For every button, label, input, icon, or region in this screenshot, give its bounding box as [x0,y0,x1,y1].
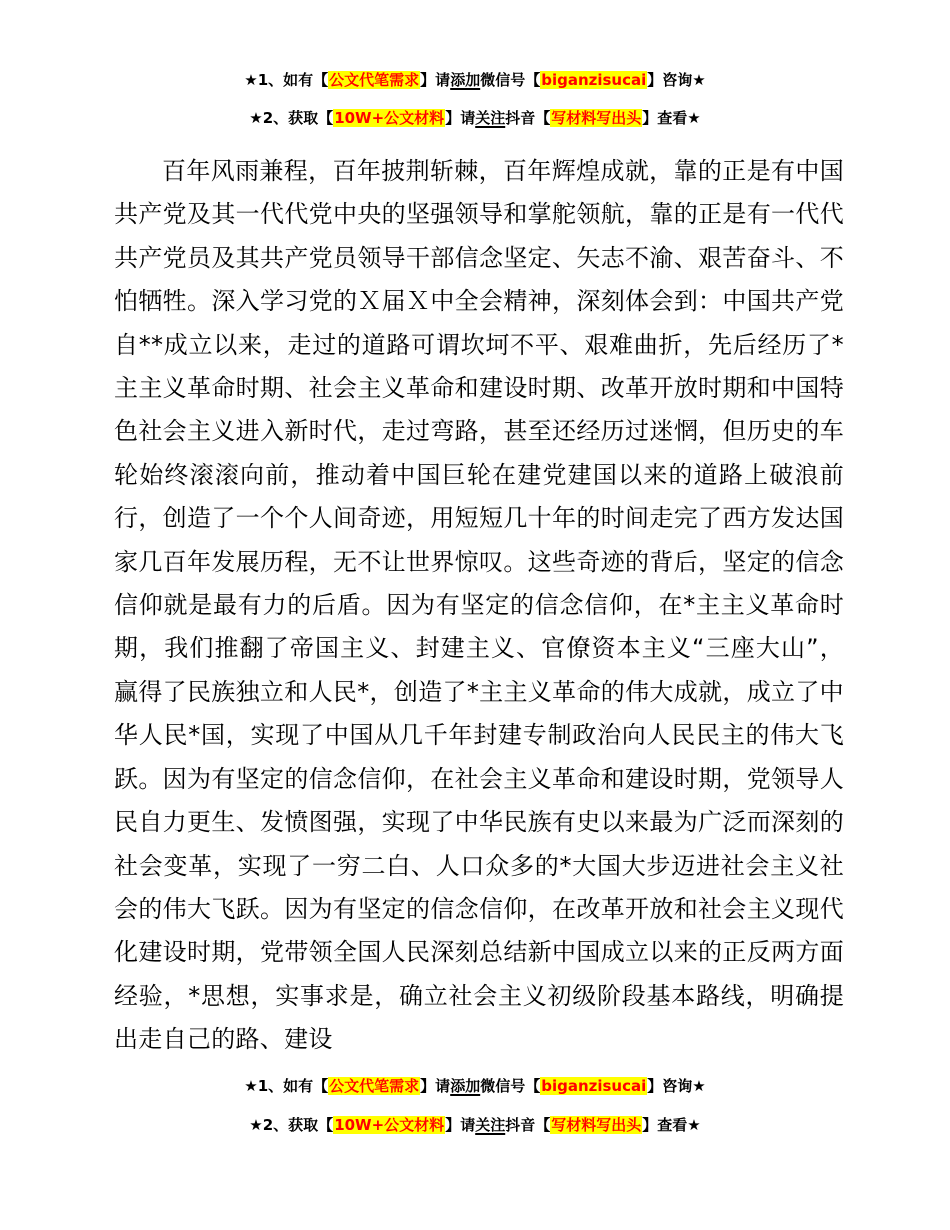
header-line1-mid2: 微信号【 [480,71,541,89]
footer-line1-prefix: ★1、如有【 [244,1077,329,1095]
header-line2-mid1: 】请 [445,109,476,127]
header-line1-highlight-service: 公文代笔需求 [329,71,420,89]
footer-line2-underlined: 关注 [475,1116,506,1134]
header-line1-mid1: 】请 [420,71,451,89]
footer-line2-prefix: ★2、获取【 [249,1116,334,1134]
header-line1-underlined: 添加 [450,71,481,89]
footer-line1-underlined: 添加 [450,1077,481,1095]
footer-line2-highlight-materials: 10W+公文材料 [334,1116,445,1134]
header-line1-suffix: 】咨询★ [647,71,706,89]
footer-line2-mid2: 抖音【 [505,1116,551,1134]
footer-line2-highlight-douyin: 写材料写出头 [551,1116,642,1134]
header-ad-line-1 [0,70,950,90]
footer-line1-mid2: 微信号【 [480,1077,541,1095]
footer-ad-line-1 [0,1076,950,1096]
footer-line2-mid1: 】请 [445,1116,476,1134]
header-line1-highlight-wechat: biganzisucai [541,71,647,89]
header-line2-underlined: 关注 [475,109,506,127]
footer-line1-highlight-service: 公文代笔需求 [329,1077,420,1095]
footer-line1-suffix: 】咨询★ [647,1077,706,1095]
header-line2-suffix: 】查看★ [642,109,701,127]
footer-line1-highlight-wechat: biganzisucai [541,1077,647,1095]
header-line1-prefix: ★1、如有【 [244,71,329,89]
header-line2-prefix: ★2、获取【 [249,109,334,127]
header-line2-highlight-materials: 10W+公文材料 [334,109,445,127]
header-ad-line-2 [0,108,950,128]
body-paragraph: 百年风雨兼程，百年披荆斩棘，百年辉煌成就，靠的正是有中国共产党及其一代代党中央的坚强领导和掌舵领航，靠的正是有一代代共产党员及其共产党员领导干部信念坚定、矢志不渝、艰苦奋斗、不怕牺牲。深入学习党的Ｘ届Ｘ中全会精神，深刻体会到：中国共产党自**成立以来，走过的道路可谓坎坷不平、艰难曲折，先后经历了*主主义革命时期、社会主义革命和建设时期、改革开放时期和中国特色社会主义进入新时代，走过弯路，甚至还经历过迷惘，但历史的车轮始终滚滚向前，推动着中国巨轮在建党建国以来的道路上破浪前行，创造了一个个人间奇迹，用短短几十年的时间走完了西方发达国家几百年发展历程，无不让世界惊叹。这些奇迹的背后，坚定的信念信仰就是最有力的后盾。因为有坚定的信念信仰，在*主主义革命时期，我们推翻了帝国主义、封建主义、官僚资本主义“三座大山”，赢得了民族独立和人民*，创造了*主主义革命的伟大成就，成立了中华人民*国，实现了中国从几千年封建专制政治向人民民主的伟大飞跃。因为有坚定的信念信仰，在社会主义革命和建设时期，党领导人民自力更生、发愤图强，实现了中华民族有史以来最为广泛而深刻的社会变革，实现了一穷二白、人口众多的*大国大步迈进社会主义社会的伟大飞跃。因为有坚定的信念信仰，在改革开放和社会主义现代化建设时期，党带领全国人民深刻总结新中国成立以来的正反两方面经验，*思想，实事求是，确立社会主义初级阶段基本路线，明确提出走自己的路、建设 [114,157,844,1054]
footer-line2-suffix: 】查看★ [642,1116,701,1134]
header-line2-highlight-douyin: 写材料写出头 [551,109,642,127]
footer-ad-line-2 [0,1115,950,1135]
footer-line1-mid1: 】请 [420,1077,451,1095]
header-line2-mid2: 抖音【 [505,109,551,127]
